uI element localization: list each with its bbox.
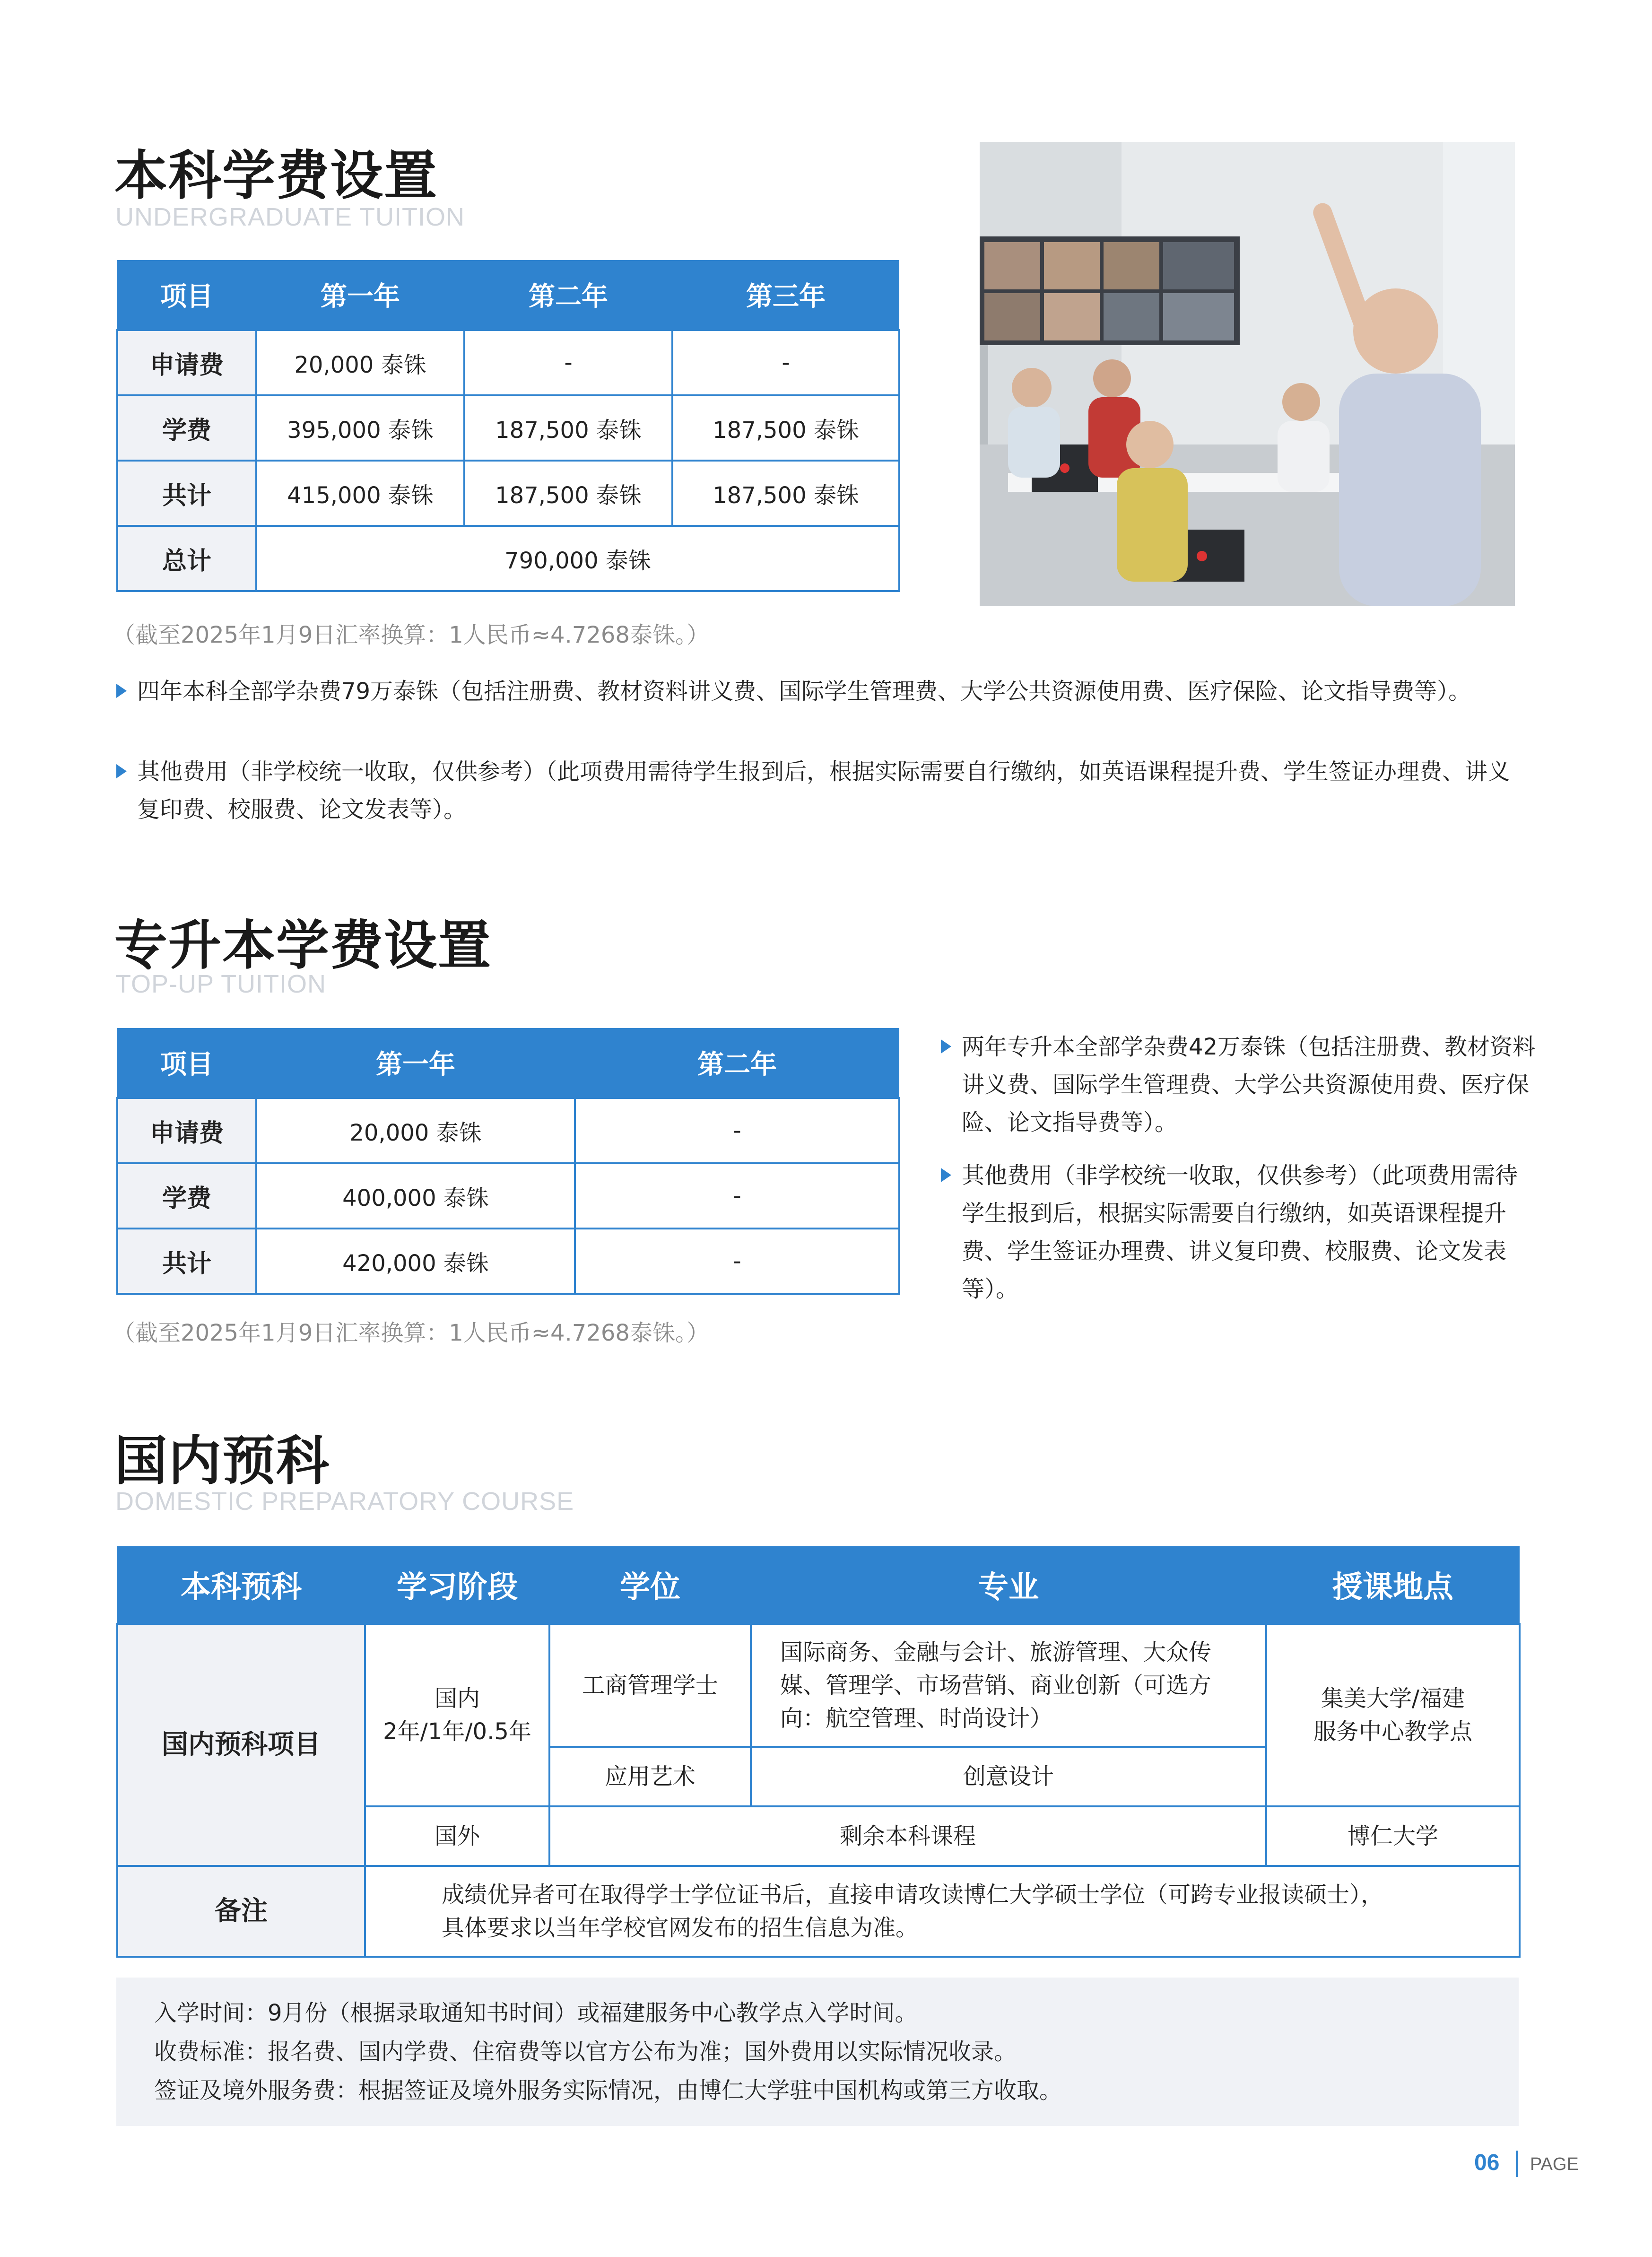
row-label: 总计 (117, 526, 256, 591)
header-cell: 学习阶段 (365, 1546, 549, 1624)
info-line: 收费标准：报名费、国内学费、住宿费等以官方公布为准；国外费用以实际情况收录。 (154, 2039, 1017, 2065)
table-row (117, 395, 899, 461)
table-row (117, 1624, 1520, 1747)
header-cell: 本科预科 (117, 1546, 365, 1624)
undergrad-bullet: 其他费用（非学校统一收取，仅供参考）（此项费用需待学生报到后，根据实际需要自行缴纳，如英语课程提升费、学生签证办理费、讲义复印费、校服费、论文发表等）。 (116, 753, 1532, 828)
table-cell: - (672, 330, 899, 395)
row-label: 学费 (117, 1163, 256, 1229)
major-cell: 剩余本科课程 (549, 1806, 1266, 1866)
table-row (117, 330, 899, 395)
degree-cell: 工商管理学士 (549, 1624, 751, 1747)
table-cell: 395,000 泰铢 (256, 395, 464, 461)
table-cell: 400,000 泰铢 (256, 1163, 575, 1229)
table-cell: 187,500 泰铢 (672, 461, 899, 526)
undergrad-subtitle: UNDERGRADUATE TUITION (115, 203, 465, 231)
domestic-title: 国内预科 (114, 1430, 330, 1492)
table-cell: - (575, 1163, 899, 1229)
table-cell: 20,000 泰铢 (256, 1098, 575, 1163)
table-row (117, 1229, 899, 1294)
table-header-row (117, 260, 899, 330)
page-label: PAGE (1530, 2154, 1579, 2174)
table-cell: 187,500 泰铢 (464, 461, 672, 526)
exchange-rate-note: （截至2025年1月9日汇率换算：1人民币≈4.7268泰铢。） (113, 622, 709, 648)
table-header-row (117, 1546, 1520, 1624)
table-cell: 187,500 泰铢 (672, 395, 899, 461)
header-cell: 第一年 (256, 1028, 575, 1098)
topup-title: 专升本学费设置 (114, 915, 492, 976)
row-label: 学费 (117, 395, 256, 461)
location-cell: 集美大学/福建 服务中心教学点 (1266, 1624, 1520, 1806)
topup-fee-table (116, 1028, 900, 1295)
total-value: 790,000 泰铢 (256, 526, 899, 591)
header-cell: 项目 (117, 1028, 256, 1098)
topup-bullet: 其他费用（非学校统一收取，仅供参考）（此项费用需待学生报到后，根据实际需要自行缴纳，如英语课程提升费、学生签证办理费、讲义复印费、校服费、论文发表等）。 (941, 1157, 1536, 1308)
stage-domestic: 国内 2年/1年/0.5年 (365, 1624, 549, 1806)
row-label: 共计 (117, 1229, 256, 1294)
classroom-photo (980, 142, 1515, 606)
major-cell: 创意设计 (751, 1747, 1266, 1806)
major-cell: 国际商务、金融与会计、旅游管理、大众传媒、管理学、市场营销、商业创新（可选方向：航空管理、时尚设计） (751, 1624, 1266, 1747)
undergrad-bullet: 四年本科全部学杂费79万泰铢（包括注册费、教材资料讲义费、国际学生管理费、大学公共资源使用费、医疗保险、论文指导费等）。 (116, 672, 1532, 710)
program-name: 国内预科项目 (117, 1624, 365, 1866)
table-header-row (117, 1028, 899, 1098)
table-cell: 415,000 泰铢 (256, 461, 464, 526)
table-cell: 20,000 泰铢 (256, 330, 464, 395)
header-cell: 学位 (549, 1546, 751, 1624)
classroom-photo-illustration (980, 142, 1515, 606)
table-cell: 187,500 泰铢 (464, 395, 672, 461)
table-cell: 420,000 泰铢 (256, 1229, 575, 1294)
table-row (117, 461, 899, 526)
table-row (117, 1163, 899, 1229)
remark-label: 备注 (117, 1866, 365, 1957)
table-row-total (117, 526, 899, 591)
table-cell: - (575, 1098, 899, 1163)
topup-bullet: 两年专升本全部学杂费42万泰铢（包括注册费、教材资料讲义费、国际学生管理费、大学公共资源使用费、医疗保险、论文指导费等）。 (941, 1028, 1536, 1142)
header-cell: 专业 (751, 1546, 1266, 1624)
info-box (116, 1978, 1519, 2126)
remark-text: 成绩优异者可在取得学士学位证书后，直接申请攻读博仁大学硕士学位（可跨专业报读硕士）， 具体要求以当年学校官网发布的招生信息为准。 (365, 1866, 1520, 1957)
exchange-rate-note: （截至2025年1月9日汇率换算：1人民币≈4.7268泰铢。） (113, 1320, 709, 1346)
domestic-subtitle: DOMESTIC PREPARATORY COURSE (115, 1487, 574, 1516)
table-row (117, 1098, 899, 1163)
page-number: 06 (1474, 2150, 1500, 2175)
info-line: 入学时间：9月份（根据录取通知书时间）或福建服务中心教学点入学时间。 (154, 2000, 918, 2026)
table-cell: - (464, 330, 672, 395)
page-number-divider (1516, 2151, 1518, 2177)
header-cell: 授课地点 (1266, 1546, 1520, 1624)
stage-abroad: 国外 (365, 1806, 549, 1866)
undergrad-fee-table (116, 260, 900, 592)
degree-cell: 应用艺术 (549, 1747, 751, 1806)
row-label: 申请费 (117, 1098, 256, 1163)
topup-subtitle: TOP-UP TUITION (115, 970, 327, 998)
info-line: 签证及境外服务费：根据签证及境外服务实际情况，由博仁大学驻中国机构或第三方收取。 (154, 2077, 1062, 2104)
header-cell: 第二年 (464, 260, 672, 330)
header-cell: 项目 (117, 260, 256, 330)
header-cell: 第三年 (672, 260, 899, 330)
domestic-table (116, 1546, 1521, 1958)
table-row-remark (117, 1866, 1520, 1957)
location-cell: 博仁大学 (1266, 1806, 1520, 1866)
row-label: 申请费 (117, 330, 256, 395)
undergrad-title: 本科学费设置 (114, 145, 438, 207)
header-cell: 第一年 (256, 260, 464, 330)
row-label: 共计 (117, 461, 256, 526)
table-cell: - (575, 1229, 899, 1294)
header-cell: 第二年 (575, 1028, 899, 1098)
